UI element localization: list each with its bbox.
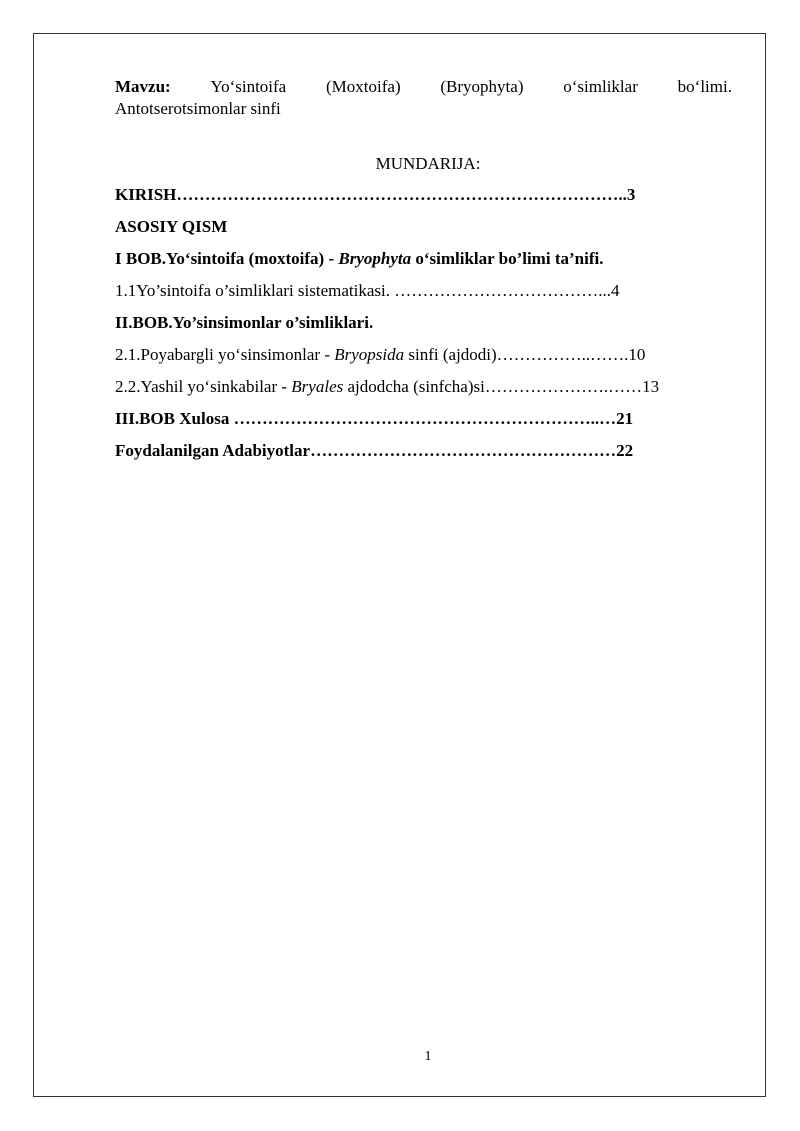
- toc-item-adabiyotlar[interactable]: Foydalanilgan Adabiyotlar………………………………………………22: [115, 441, 634, 460]
- toc-text: 2.1.Poyabargli yo‘sinsimonlar -: [115, 345, 335, 364]
- toc-text: 2.2.Yashil yo‘sinkabilar -: [115, 377, 292, 396]
- toc-item-kirish[interactable]: KIRISH……………………………………………………………………..3: [115, 185, 636, 204]
- topic-word: (Moxtoifa): [326, 77, 401, 96]
- toc-text: o‘simliklar bo’limi ta’nifi.: [411, 249, 604, 268]
- page-number: 1: [424, 1049, 432, 1064]
- toc-item-2-1[interactable]: [115, 344, 735, 376]
- toc-item-2-2[interactable]: [115, 376, 735, 408]
- toc-item-bob-2[interactable]: II.BOB.Yo’sinsimonlar o’simliklari.: [115, 313, 374, 332]
- topic-word: o‘simliklar: [563, 77, 638, 96]
- toc-italic-term: Bryales: [291, 377, 344, 396]
- toc-italic-term: Bryopsida: [334, 345, 405, 364]
- toc-text: sinfi (ajdodi)……………..…….10: [404, 345, 646, 364]
- toc-text: I BOB.Yo‘sintoifa (moxtoifa) -: [115, 249, 339, 268]
- topic-word: Yo‘sintoifa: [210, 77, 287, 96]
- toc-item-bob-1[interactable]: [115, 248, 735, 280]
- topic-block: [115, 76, 732, 120]
- toc-item-bob-3[interactable]: III.BOB Xulosa ………………………………………………………..…21: [115, 409, 634, 428]
- topic-word: (Bryophyta): [440, 77, 524, 96]
- topic-label: Mavzu:: [115, 77, 171, 96]
- table-of-contents: [115, 184, 735, 472]
- toc-italic-term: Bryophyta: [338, 249, 412, 268]
- toc-item-asosiy-qism[interactable]: ASOSIY QISM: [115, 217, 228, 236]
- topic-line-1: [115, 76, 732, 98]
- toc-text: ajdodcha (sinfcha)si………………….……13: [343, 377, 660, 396]
- toc-heading: MUNDARIJA:: [375, 154, 481, 173]
- toc-item-1-1[interactable]: 1.1Yo’sintoifa o’simliklari sistematikasi. ………………………………...4: [115, 281, 620, 300]
- topic-line-2: Antotserotsimonlar sinfi: [115, 99, 281, 118]
- topic-word: bo‘limi.: [677, 77, 732, 96]
